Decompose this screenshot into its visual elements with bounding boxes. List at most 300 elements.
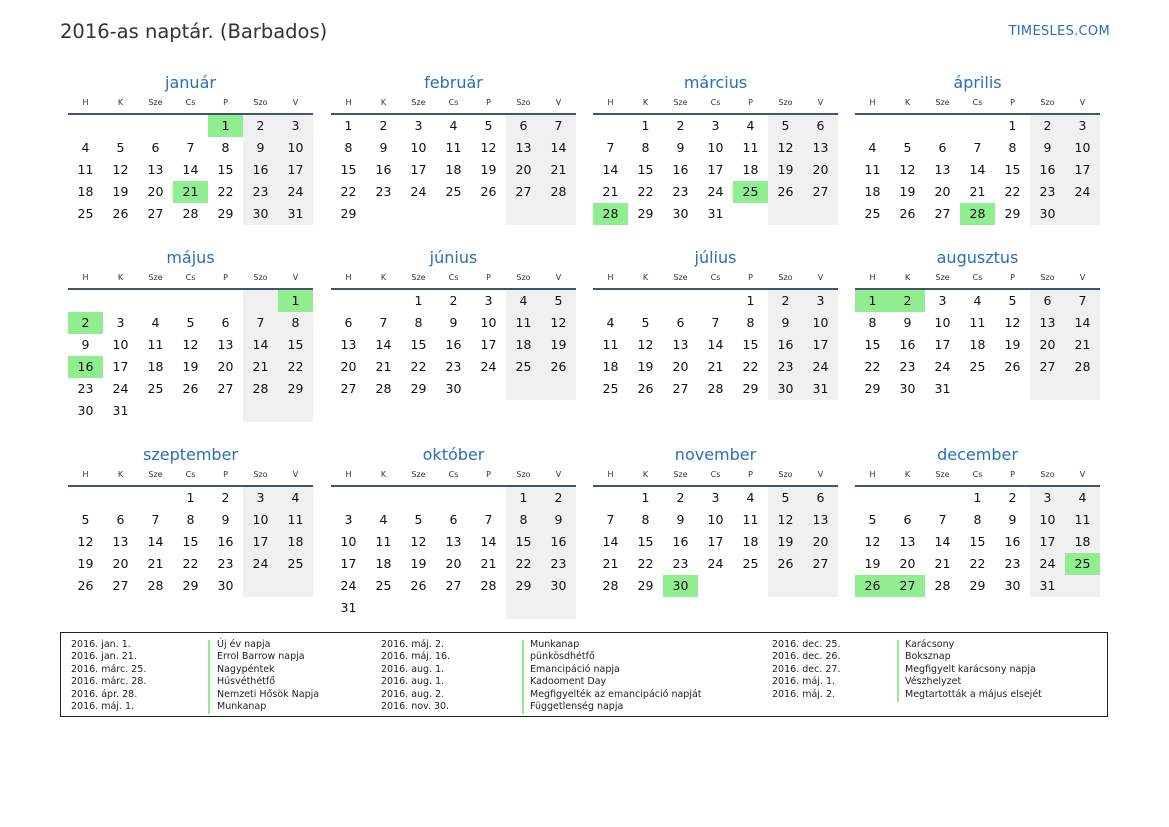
- day-cell: 4: [449, 118, 458, 133]
- day-cell: 1: [506, 487, 541, 509]
- day-cell: 19: [864, 556, 881, 571]
- empty-cell: [331, 487, 366, 509]
- empty-cell: [925, 115, 960, 137]
- weekday-label: Cs: [972, 470, 983, 479]
- day-cell: 1: [344, 118, 353, 133]
- day-cell: 1: [414, 293, 423, 308]
- empty-cell: [733, 575, 768, 597]
- weekday-label: Cs: [710, 98, 721, 107]
- day-cell: 16: [445, 337, 462, 352]
- day-cell: 21: [243, 356, 278, 378]
- empty-cell: [366, 487, 401, 509]
- day-cell: 3: [803, 290, 838, 312]
- weekday-label: K: [117, 470, 124, 479]
- day-cell: 22: [182, 556, 199, 571]
- empty-cell: [331, 290, 366, 312]
- empty-cell: [803, 575, 838, 597]
- day-cell: 9: [221, 512, 230, 527]
- day-cell: 8: [414, 315, 423, 330]
- day-cell: 25: [506, 356, 541, 378]
- day-cell: 16: [541, 531, 576, 553]
- day-cell: 15: [864, 337, 881, 352]
- day-grid: [593, 290, 838, 400]
- day-cell: 13: [147, 162, 164, 177]
- day-cell: 6: [506, 115, 541, 137]
- weekday-label: K: [904, 98, 911, 107]
- day-cell: 7: [541, 115, 576, 137]
- day-cell: 11: [278, 509, 313, 531]
- empty-cell: [138, 400, 173, 422]
- day-cell: 15: [182, 534, 199, 549]
- day-cell: 1: [641, 118, 650, 133]
- day-cell: 16: [217, 534, 234, 549]
- weekday-label: P: [748, 98, 753, 107]
- weekday-label: H: [869, 273, 876, 282]
- day-cell: 27: [112, 578, 129, 593]
- day-cell: 13: [803, 509, 838, 531]
- day-grid: [331, 290, 576, 400]
- month-5: [331, 248, 576, 400]
- day-cell: 20: [340, 359, 357, 374]
- day-cell: 4: [506, 290, 541, 312]
- day-cell: 12: [768, 137, 803, 159]
- day-cell: 18: [445, 162, 462, 177]
- day-cell: 3: [711, 118, 720, 133]
- day-cell: 10: [112, 337, 129, 352]
- day-cell: 28: [147, 578, 164, 593]
- day-cell: 20: [899, 556, 916, 571]
- day-cell: 26: [410, 578, 427, 593]
- legend-holiday-name: Munkanap: [217, 700, 267, 712]
- day-cell: 27: [672, 381, 689, 396]
- day-cell: 29: [340, 206, 357, 221]
- weekday-label: Sze: [411, 470, 426, 479]
- weekday-header: [855, 271, 1100, 285]
- day-cell: 22: [1004, 184, 1021, 199]
- weekday-label: Cs: [448, 98, 459, 107]
- day-cell: 14: [602, 162, 619, 177]
- day-cell: 11: [506, 312, 541, 334]
- day-cell: 24: [243, 553, 278, 575]
- day-cell: 27: [506, 181, 541, 203]
- day-cell: 2: [221, 490, 230, 505]
- day-cell: 16: [1030, 159, 1065, 181]
- legend-marker: [208, 640, 210, 714]
- day-cell: 9: [676, 140, 685, 155]
- day-cell: 13: [506, 137, 541, 159]
- day-cell: 26: [541, 356, 576, 378]
- day-cell: 24: [480, 359, 497, 374]
- day-cell: 18: [375, 556, 392, 571]
- empty-cell: [243, 290, 278, 312]
- day-cell: 15: [742, 337, 759, 352]
- empty-cell: [366, 290, 401, 312]
- empty-cell: [506, 597, 541, 619]
- day-cell: 23: [375, 184, 392, 199]
- day-cell: 22: [506, 553, 541, 575]
- day-cell: 21: [602, 556, 619, 571]
- day-cell: 29: [742, 381, 759, 396]
- day-cell: 15: [217, 162, 234, 177]
- holiday-day-cell: 26: [855, 575, 890, 597]
- day-cell: 26: [768, 553, 803, 575]
- empty-cell: [1065, 203, 1100, 225]
- empty-cell: [243, 575, 278, 597]
- day-cell: 2: [379, 118, 388, 133]
- day-grid: [68, 487, 313, 597]
- month-10: [593, 445, 838, 597]
- day-cell: 8: [868, 315, 877, 330]
- day-cell: 10: [340, 534, 357, 549]
- month-name: június: [429, 248, 478, 267]
- day-cell: 9: [1030, 137, 1065, 159]
- day-cell: 13: [672, 337, 689, 352]
- day-cell: 24: [707, 184, 724, 199]
- day-cell: 19: [182, 359, 199, 374]
- legend-holiday-name: Húsvéthétfő: [217, 676, 276, 688]
- legend-dates-col-2: [381, 639, 450, 713]
- day-cell: 8: [641, 512, 650, 527]
- holiday-day-cell: 25: [1065, 553, 1100, 575]
- legend-date: 2016. máj. 2.: [772, 688, 836, 700]
- day-cell: 16: [768, 334, 803, 356]
- legend-date: 2016. dec. 26.: [772, 651, 841, 663]
- day-cell: 26: [899, 206, 916, 221]
- day-cell: 6: [116, 512, 125, 527]
- weekday-label: V: [817, 273, 824, 282]
- day-cell: 14: [147, 534, 164, 549]
- weekday-label: Cs: [972, 273, 983, 282]
- day-cell: 10: [480, 315, 497, 330]
- weekday-header: [331, 468, 576, 482]
- day-cell: 3: [1030, 487, 1065, 509]
- empty-cell: [855, 487, 890, 509]
- legend-date: 2016. aug. 2.: [381, 688, 445, 700]
- weekday-label: Sze: [935, 273, 950, 282]
- day-cell: 22: [864, 359, 881, 374]
- day-cell: 7: [243, 312, 278, 334]
- day-cell: 19: [768, 159, 803, 181]
- day-cell: 8: [186, 512, 195, 527]
- weekday-label: K: [642, 470, 649, 479]
- day-grid: [593, 115, 838, 225]
- empty-cell: [366, 203, 401, 225]
- day-cell: 25: [864, 206, 881, 221]
- legend-date: 2016. márc. 28.: [71, 676, 147, 688]
- day-cell: 18: [742, 534, 759, 549]
- weekday-label: Szo: [1040, 470, 1055, 479]
- day-cell: 9: [81, 337, 90, 352]
- day-cell: 7: [379, 315, 388, 330]
- empty-cell: [103, 487, 138, 509]
- day-cell: 11: [864, 162, 881, 177]
- empty-cell: [890, 487, 925, 509]
- day-cell: 27: [340, 381, 357, 396]
- day-cell: 28: [182, 206, 199, 221]
- day-cell: 15: [410, 337, 427, 352]
- day-cell: 14: [182, 162, 199, 177]
- day-cell: 3: [344, 512, 353, 527]
- day-cell: 27: [147, 206, 164, 221]
- day-cell: 9: [541, 509, 576, 531]
- legend-holiday-name: Megfigyelt karácsony napja: [905, 663, 1036, 675]
- day-cell: 14: [1065, 312, 1100, 334]
- day-cell: 21: [707, 359, 724, 374]
- day-cell: 23: [1030, 181, 1065, 203]
- day-cell: 18: [77, 184, 94, 199]
- day-cell: 10: [243, 509, 278, 531]
- day-grid: [593, 487, 838, 597]
- weekday-header: [68, 271, 313, 285]
- day-cell: 23: [445, 359, 462, 374]
- day-cell: 15: [340, 162, 357, 177]
- legend-dates-col-3: [772, 639, 840, 701]
- weekday-label: H: [607, 98, 614, 107]
- day-cell: 25: [278, 553, 313, 575]
- day-cell: 13: [112, 534, 129, 549]
- day-cell: 12: [182, 337, 199, 352]
- weekday-label: K: [380, 98, 387, 107]
- day-cell: 23: [243, 181, 278, 203]
- empty-cell: [471, 597, 506, 619]
- day-cell: 22: [637, 184, 654, 199]
- weekday-label: Cs: [448, 470, 459, 479]
- day-cell: 14: [969, 162, 986, 177]
- legend-holiday-name: Kadooment Day: [530, 676, 607, 688]
- weekday-label: V: [292, 98, 299, 107]
- weekday-label: H: [82, 98, 89, 107]
- day-cell: 12: [410, 534, 427, 549]
- day-cell: 10: [278, 137, 313, 159]
- day-cell: 19: [637, 359, 654, 374]
- day-cell: 15: [278, 334, 313, 356]
- day-cell: 24: [934, 359, 951, 374]
- month-name: augusztus: [936, 248, 1019, 267]
- day-cell: 10: [707, 140, 724, 155]
- month-6: [593, 248, 838, 400]
- weekday-label: V: [555, 470, 562, 479]
- day-cell: 29: [278, 378, 313, 400]
- day-cell: 4: [973, 293, 982, 308]
- day-cell: 25: [77, 206, 94, 221]
- weekday-label: Sze: [148, 98, 163, 107]
- month-name: március: [683, 73, 748, 92]
- day-cell: 9: [243, 137, 278, 159]
- day-cell: 1: [973, 490, 982, 505]
- weekday-label: K: [380, 470, 387, 479]
- day-cell: 24: [340, 578, 357, 593]
- empty-cell: [768, 575, 803, 597]
- empty-cell: [138, 487, 173, 509]
- day-grid: [68, 115, 313, 225]
- day-cell: 4: [278, 487, 313, 509]
- month-name: július: [694, 248, 737, 267]
- day-cell: 25: [602, 381, 619, 396]
- holiday-day-cell: 2: [890, 290, 925, 312]
- day-cell: 3: [414, 118, 423, 133]
- day-cell: 16: [375, 162, 392, 177]
- day-cell: 6: [1030, 290, 1065, 312]
- holiday-day-cell: 16: [68, 356, 103, 378]
- day-cell: 8: [221, 140, 230, 155]
- day-cell: 6: [938, 140, 947, 155]
- weekday-label: V: [292, 273, 299, 282]
- weekday-label: P: [1010, 470, 1015, 479]
- weekday-header: [593, 96, 838, 110]
- empty-cell: [768, 203, 803, 225]
- weekday-label: K: [380, 273, 387, 282]
- site-link[interactable]: TIMESLES.COM: [1008, 24, 1110, 39]
- day-cell: 30: [445, 381, 462, 396]
- weekday-label: H: [82, 273, 89, 282]
- day-cell: 10: [410, 140, 427, 155]
- weekday-label: K: [904, 470, 911, 479]
- empty-cell: [541, 597, 576, 619]
- legend-names-col-3: [905, 639, 1042, 701]
- holiday-day-cell: 1: [208, 115, 243, 137]
- day-cell: 19: [480, 162, 497, 177]
- empty-cell: [995, 378, 1030, 400]
- weekday-header: [593, 468, 838, 482]
- day-cell: 21: [541, 159, 576, 181]
- day-cell: 16: [672, 162, 689, 177]
- day-cell: 28: [1065, 356, 1100, 378]
- empty-cell: [173, 290, 208, 312]
- weekday-label: Szo: [516, 273, 531, 282]
- day-cell: 22: [217, 184, 234, 199]
- day-cell: 28: [707, 381, 724, 396]
- empty-cell: [278, 400, 313, 422]
- day-cell: 27: [803, 553, 838, 575]
- day-cell: 4: [868, 140, 877, 155]
- day-cell: 30: [243, 203, 278, 225]
- empty-cell: [173, 400, 208, 422]
- day-cell: 22: [637, 556, 654, 571]
- empty-cell: [138, 115, 173, 137]
- month-7: [855, 248, 1100, 400]
- empty-cell: [278, 575, 313, 597]
- day-cell: 19: [541, 334, 576, 356]
- empty-cell: [436, 487, 471, 509]
- month-name: december: [937, 445, 1018, 464]
- day-cell: 23: [1004, 556, 1021, 571]
- holiday-day-cell: 1: [855, 290, 890, 312]
- day-cell: 4: [1065, 487, 1100, 509]
- day-cell: 17: [340, 556, 357, 571]
- month-name: február: [424, 73, 483, 92]
- day-cell: 16: [672, 534, 689, 549]
- day-cell: 4: [746, 490, 755, 505]
- day-cell: 26: [182, 381, 199, 396]
- weekday-label: P: [1010, 273, 1015, 282]
- legend-date: 2016. máj. 2.: [381, 639, 445, 650]
- legend-holiday-name: Karácsony: [905, 639, 955, 650]
- day-cell: 28: [243, 378, 278, 400]
- day-cell: 7: [186, 140, 195, 155]
- weekday-label: Sze: [673, 98, 688, 107]
- empty-cell: [1030, 378, 1065, 400]
- day-cell: 24: [1030, 553, 1065, 575]
- day-cell: 19: [768, 531, 803, 553]
- day-cell: 13: [934, 162, 951, 177]
- legend-marker: [897, 640, 899, 702]
- day-cell: 13: [803, 137, 838, 159]
- day-cell: 11: [742, 512, 759, 527]
- weekday-label: Sze: [935, 470, 950, 479]
- day-cell: 16: [243, 159, 278, 181]
- day-cell: 21: [147, 556, 164, 571]
- day-cell: 20: [112, 556, 129, 571]
- day-cell: 22: [410, 359, 427, 374]
- day-cell: 24: [112, 381, 129, 396]
- legend-date: 2016. dec. 25.: [772, 639, 841, 650]
- day-cell: 21: [375, 359, 392, 374]
- month-2: [593, 73, 838, 225]
- empty-cell: [541, 378, 576, 400]
- empty-cell: [506, 203, 541, 225]
- empty-cell: [243, 400, 278, 422]
- weekday-header: [855, 96, 1100, 110]
- legend-holiday-name: Függetlenség napja: [530, 700, 624, 712]
- day-grid: [855, 487, 1100, 597]
- weekday-label: Sze: [673, 273, 688, 282]
- weekday-header: [68, 468, 313, 482]
- day-cell: 18: [864, 184, 881, 199]
- legend-holiday-name: Új év napja: [217, 639, 271, 650]
- day-cell: 5: [1008, 293, 1017, 308]
- day-cell: 9: [1008, 512, 1017, 527]
- day-cell: 24: [278, 181, 313, 203]
- day-cell: 31: [112, 403, 129, 418]
- day-cell: 7: [973, 140, 982, 155]
- day-cell: 11: [77, 162, 94, 177]
- day-cell: 18: [969, 337, 986, 352]
- empty-cell: [68, 115, 103, 137]
- weekday-header: [331, 271, 576, 285]
- day-cell: 9: [449, 315, 458, 330]
- day-cell: 7: [151, 512, 160, 527]
- day-cell: 17: [803, 334, 838, 356]
- holiday-legend: [60, 632, 1108, 717]
- day-cell: 10: [1030, 509, 1065, 531]
- day-cell: 5: [541, 290, 576, 312]
- weekday-label: V: [555, 98, 562, 107]
- empty-cell: [960, 378, 995, 400]
- weekday-label: Szo: [516, 470, 531, 479]
- day-cell: 20: [803, 159, 838, 181]
- day-cell: 14: [707, 337, 724, 352]
- legend-date: 2016. máj. 16.: [381, 651, 451, 663]
- weekday-label: Szo: [778, 273, 793, 282]
- day-cell: 4: [81, 140, 90, 155]
- month-name: szeptember: [142, 445, 238, 464]
- day-grid: [68, 290, 313, 422]
- legend-holiday-name: pünkösdhétfő: [530, 651, 595, 663]
- day-cell: 29: [864, 381, 881, 396]
- month-9: [331, 445, 576, 619]
- day-cell: 17: [480, 337, 497, 352]
- day-cell: 29: [410, 381, 427, 396]
- day-cell: 19: [1004, 337, 1021, 352]
- day-cell: 20: [217, 359, 234, 374]
- day-cell: 28: [934, 578, 951, 593]
- weekday-label: Sze: [411, 273, 426, 282]
- legend-holiday-name: Vészhelyzet: [905, 676, 962, 688]
- day-cell: 4: [379, 512, 388, 527]
- day-cell: 29: [506, 575, 541, 597]
- day-cell: 26: [77, 578, 94, 593]
- weekday-header: [593, 271, 838, 285]
